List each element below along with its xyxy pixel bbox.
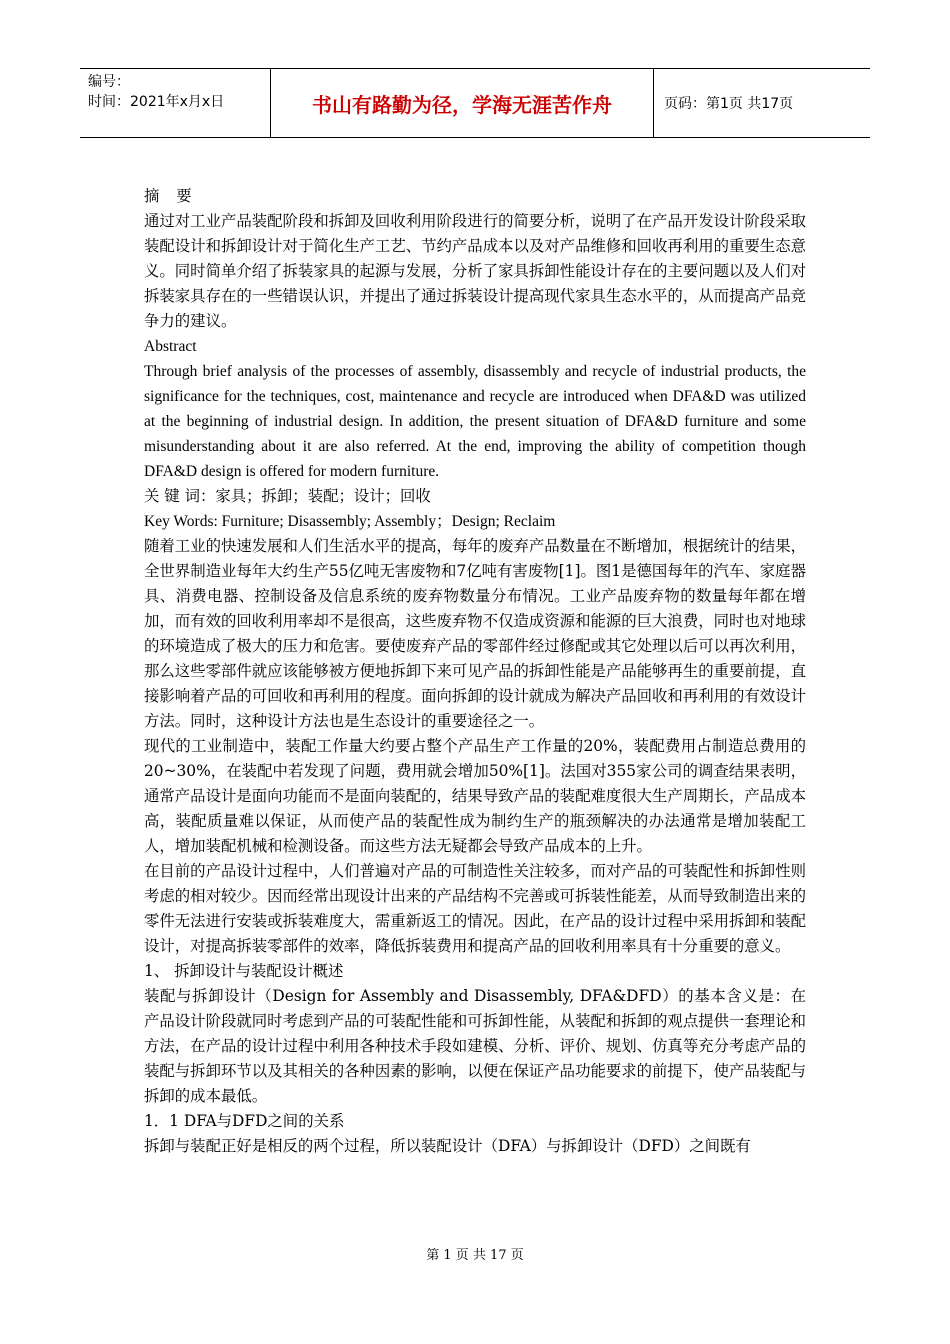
body-paragraph: 装配与拆卸设计（Design for Assembly and Disassembly, DFA&DFD）的基本含义是：在产品设计阶段就同时考虑到产品的可装配性能和可拆卸性能，从装配和拆卸的观点提供一套理论和方法，在产品的设计过程中利用各种技术手段如建模、分析、评价、规划、仿真等充分考虑产品的装配与拆卸环节以及其相关的各种因素的影响，以便在保证产品功能要求的前提下，使产品装配与拆卸的成本最低。 xyxy=(144,987,806,1105)
document-body xyxy=(144,184,806,1159)
body-paragraph: 拆卸与装配正好是相反的两个过程，所以装配设计（DFA）与拆卸设计（DFD）之间既有 xyxy=(144,1137,751,1155)
section-heading: 1、 拆卸设计与装配设计概述 xyxy=(144,962,344,980)
abstract-english: Through brief analysis of the processes of assembly, disassembly and recycle of industrial products, the significance for the techniques, cost, maintenance and recycle are introduced when DFA&D was utilized at the beginning of industrial design. In addition, the present situation of DFA&D furniture and some misunderstanding about it are also referred. At the end, improving the ability of competition though DFA&D design is offered for modern furniture. xyxy=(144,363,806,480)
header-motto: 书山有路勤为径，学海无涯苦作舟 xyxy=(271,69,654,137)
subsection-heading: 1．1 DFA与DFD之间的关系 xyxy=(144,1112,345,1130)
body-paragraph: 现代的工业制造中，装配工作量大约要占整个产品生产工作量的20%，装配费用占制造总费用的20~30%，在装配中若发现了问题，费用就会增加50%[1]。法国对355家公司的调查结果表明，通常产品设计是面向功能而不是面向装配的，结果导致产品的装配难度很大生产周期长，产品成本高，装配质量难以保证，从而使产品的装配性成为制约生产的瓶颈解决的办法通常是增加装配工人，增加装配机械和检测设备。而这些方法无疑都会导致产品成本的上升。 xyxy=(144,737,806,855)
keywords-english: Key Words: Furniture; Disassembly; Assembly；Design; Reclaim xyxy=(144,513,556,530)
body-paragraph: 随着工业的快速发展和人们生活水平的提高，每年的废弃产品数量在不断增加，根据统计的结果，全世界制造业每年大约生产55亿吨无害废物和7亿吨有害废物[1]。图1是德国每年的汽车、家庭器具、消费电器、控制设备及信息系统的废弃物数量分布情况。工业产品废弃物的数量每年都在增加，而有效的回收利用率却不是很高，这些废弃物不仅造成资源和能源的巨大浪费，同时也对地球的环境造成了极大的压力和危害。要使废弃产品的零部件经过修配或其它处理以后可以再次利用，那么这些零部件就应该能够被方便地拆卸下来可见产品的拆卸性能是产品能够再生的重要前提，直接影响着产品的可回收和再利用的程度。面向拆卸的设计就成为解决产品回收和再利用的有效设计方法。同时，这种设计方法也是生态设计的重要途径之一。 xyxy=(144,537,806,730)
abstract-title: 摘 要 xyxy=(144,187,198,205)
header-meta xyxy=(80,69,271,137)
page-header xyxy=(80,68,870,138)
keywords-chinese: 关 键 词：家具；拆卸；装配；设计；回收 xyxy=(144,487,431,505)
header-page-info: 页码：第1页 共17页 xyxy=(664,96,794,112)
abstract-chinese: 通过对工业产品装配阶段和拆卸及回收利用阶段进行的简要分析，说明了在产品开发设计阶段采取装配设计和拆卸设计对于简化生产工艺、节约产品成本以及对产品维修和回收再利用的重要生态意义。同时简单介绍了拆装家具的起源与发展，分析了家具拆卸性能设计存在的主要问题以及人们对拆装家具存在的一些错误认识，并提出了通过拆装设计提高现代家具生态水平的，从而提高产品竞争力的建议。 xyxy=(144,212,806,330)
page-footer: 第 1 页 共 17 页 xyxy=(426,1248,524,1263)
document-date: 时间：2021年x月x日 xyxy=(88,94,225,110)
abstract-english-title: Abstract xyxy=(144,338,197,355)
document-number: 编号： xyxy=(88,74,130,90)
body-paragraph: 在目前的产品设计过程中，人们普遍对产品的可制造性关注较多，而对产品的可装配性和拆卸性则考虑的相对较少。因而经常出现设计出来的产品结构不完善或可拆装性能差，从而导致制造出来的零件无法进行安装或拆装难度大，需重新返工的情况。因此，在产品的设计过程中采用拆卸和装配设计，对提高拆装零部件的效率，降低拆装费用和提高产品的回收利用率具有十分重要的意义。 xyxy=(144,862,806,955)
